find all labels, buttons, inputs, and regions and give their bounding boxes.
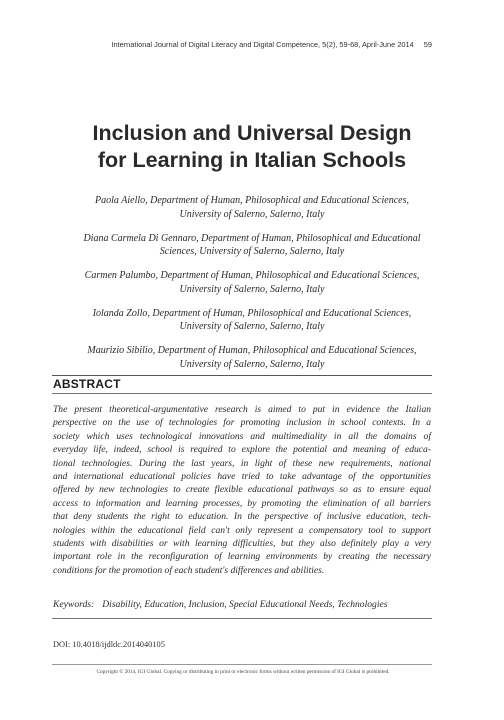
abstract-line: and international educational policies have tried to take advantage of the opportunities	[53, 471, 431, 483]
journal-citation: International Journal of Digital Literacy and Digital Competence, 5(2), 59-68, April-June 2014	[111, 40, 414, 49]
abstract-line: society which uses technological innovations and multimediality in all the domains of	[53, 430, 431, 442]
author-entry	[48, 269, 456, 296]
author-entry	[48, 232, 456, 259]
author-affiliation-line: Sciences, University of Salerno, Salerno, Italy	[159, 246, 345, 257]
author-line: Paola Aiello, Department of Human, Philosophical and Educational Sciences,	[95, 195, 409, 206]
running-header	[60, 40, 432, 49]
abstract-line: conditions for the promotion of each student's differences and abilities.	[53, 564, 325, 576]
abstract-line: The present theoretical-argumentative research is aimed to put in evidence the Italian	[53, 404, 431, 415]
author-line: Carmen Palumbo, Department of Human, Philosophical and Educational Sciences,	[84, 270, 420, 281]
abstract-heading: ABSTRACT	[53, 377, 121, 391]
abstract-heading-rule	[52, 393, 432, 394]
author-list	[48, 194, 456, 382]
keywords-label: Keywords:	[53, 599, 95, 610]
abstract-text	[53, 403, 431, 577]
abstract-line: access to information and learning processes, by promoting the elimination of all barriers	[53, 497, 431, 509]
author-line: Diana Carmela Di Gennaro, Department of Human, Philosophical and Educational	[83, 232, 421, 244]
page-number: 59	[423, 40, 432, 49]
copyright-notice: Copyright © 2014, IGI Global. Copying or distributing in print or electronic forms without written permission of IGI Global is prohibited.	[96, 669, 390, 675]
author-entry	[48, 194, 456, 221]
author-affiliation-line: University of Salerno, Salerno, Italy	[179, 283, 325, 295]
author-line: Maurizio Sibilio, Department of Human, Philosophical and Educational Sciences,	[87, 345, 417, 356]
title-line: Inclusion and Universal Design	[92, 121, 412, 145]
author-affiliation-line: University of Salerno, Salerno, Italy	[179, 321, 325, 332]
abstract-line: important role in the reconfiguration of learning environments by creating the necessary	[53, 551, 431, 563]
abstract-line: that deny students the right to education. In the perspective of inclusive education, tech-	[53, 511, 431, 523]
doi-text: DOI: 10.4018/ijdldc.2014040105	[53, 640, 165, 649]
author-entry	[48, 344, 456, 371]
abstract-bottom-rule	[52, 618, 432, 619]
abstract-line: offered by new technologies to create flexible educational pathways so as to ensure equal	[53, 484, 431, 496]
author-entry	[48, 307, 456, 334]
keywords-line	[53, 599, 433, 610]
abstract-top-rule	[52, 375, 432, 376]
keywords-value: Disability, Education, Inclusion, Special Educational Needs, Technologies	[102, 599, 388, 610]
author-affiliation-line: University of Salerno, Salerno, Italy	[179, 358, 325, 370]
abstract-line: nologies within the educational field can't only represent a compensatory tool to support	[53, 524, 431, 536]
author-affiliation-line: University of Salerno, Salerno, Italy	[179, 208, 325, 220]
footer-rule	[52, 664, 432, 665]
paper-title	[40, 120, 464, 174]
abstract-line: perspective on the use of technologies for promoting inclusion in school contexts. In a	[53, 417, 431, 429]
abstract-line: everyday life, indeed, school is required to explore the potential and meaning of educa-	[53, 444, 431, 456]
abstract-line: students with disabilities or with learning difficulties, but they also definitely play a very	[53, 538, 431, 550]
author-line: Iolanda Zollo, Department of Human, Philosophical and Educational Sciences,	[92, 307, 412, 319]
title-line: for Learning in Italian Schools	[97, 148, 407, 172]
abstract-line: tional technologies. During the last years, in light of these new requirements, national	[53, 457, 431, 469]
